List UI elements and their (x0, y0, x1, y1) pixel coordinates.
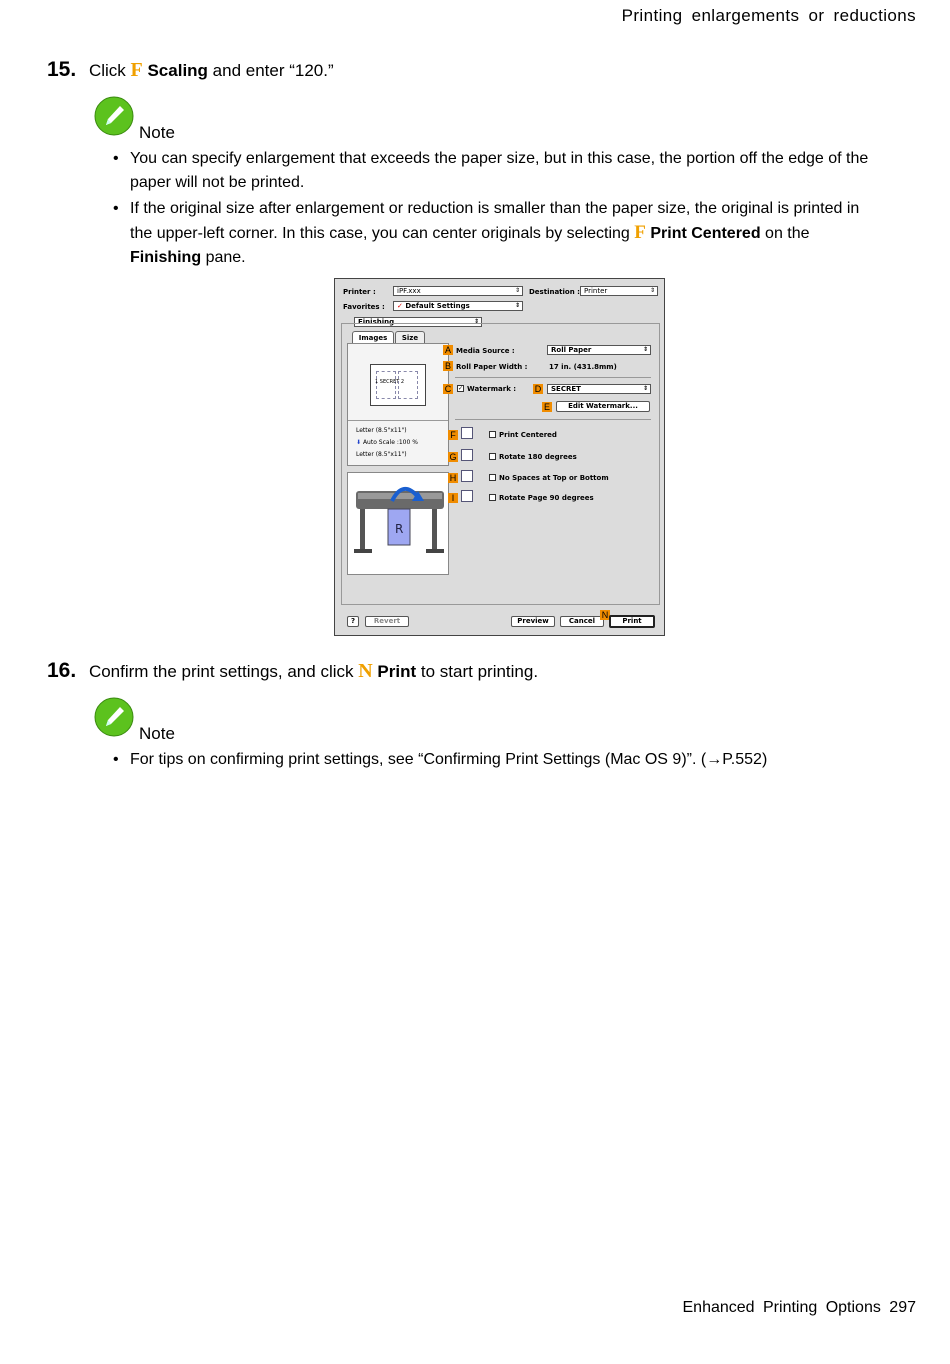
no-spaces-icon (461, 470, 473, 482)
step-15 (47, 58, 334, 82)
bullet-text: You can specify enlargement that exceeds the paper size, but in this case, the portion off the edge of the paper will not be printed. (130, 150, 869, 191)
note-pencil-icon (94, 697, 134, 737)
chevron-updown-icon: ⇕ (473, 318, 479, 325)
arrow-down-icon: ⬇ (356, 439, 362, 446)
step-bold: Print (377, 662, 417, 681)
help-button[interactable]: ? (347, 616, 359, 627)
roll-width-value: 17 in. (431.8mm) (549, 363, 617, 371)
note-bullet: • You can specify enlargement that exceeds the paper size, but in this case, the portion off the edge of the paper will not be printed. (113, 147, 883, 195)
step-text: and enter “120.” (212, 61, 334, 80)
step-bold: Scaling (147, 61, 208, 80)
step-text: Click (88, 61, 126, 80)
step-text: Confirm the print settings, and click (88, 662, 354, 681)
printer-label: Printer : (343, 288, 376, 296)
callout-key: F (634, 222, 646, 243)
step-number: 16. (47, 659, 77, 682)
tab-images[interactable]: Images (352, 331, 394, 343)
print-centered-label: Print Centered (499, 431, 557, 439)
bullet-bold: Print Centered (650, 225, 761, 242)
printer-image-icon (348, 473, 448, 574)
callout-badge-n: N (601, 610, 609, 620)
footer-section: Enhanced Printing Options (682, 1299, 881, 1316)
note-bullet: • If the original size after enlargement or reduction is smaller than the paper size, the original is printed in the upper-left corner. In this case, you can center originals by selecting F Print Centered on the Finishing pane. (113, 200, 860, 266)
callout-key: N (358, 660, 373, 682)
rotate-180-checkbox[interactable] (489, 453, 496, 460)
preview-line: ⬇ Auto Scale :100 % (356, 439, 418, 446)
preview-panel (347, 343, 449, 466)
callout-badge-b: B (444, 361, 451, 371)
thumbnail-text: 1 SECRET 2 (375, 379, 405, 385)
page-number: 297 (889, 1299, 916, 1316)
preview-line: Letter (8.5"x11") (356, 451, 407, 458)
preview-button[interactable]: Preview (511, 616, 555, 627)
cancel-button[interactable]: Cancel (560, 616, 604, 627)
step-text: to start printing. (420, 662, 539, 681)
note-pencil-icon (94, 96, 134, 136)
callout-badge-f: F (448, 430, 458, 440)
pane-select[interactable]: Finishing ⇕ (354, 317, 482, 327)
revert-button[interactable]: Revert (365, 616, 409, 627)
page-footer (683, 1299, 917, 1317)
callout-badge-h: H (449, 473, 457, 483)
chevron-updown-icon: ⇕ (649, 287, 655, 294)
watermark-label: Watermark : (467, 385, 517, 393)
callout-badge-g: G (449, 452, 457, 462)
tab-size[interactable]: Size (395, 331, 425, 343)
printer-illustration (347, 472, 449, 575)
destination-label: Destination : (529, 288, 580, 296)
callout-key: F (130, 59, 143, 81)
bullet-text: If the original size after enlargement or reduction is smaller than the paper size, the original is printed in the upper-left corner. In this case, you can center originals by selecting (130, 200, 860, 242)
edit-watermark-button[interactable]: Edit Watermark... (556, 401, 650, 412)
rotate-180-icon (461, 449, 473, 461)
step-16 (47, 659, 538, 683)
watermark-select[interactable]: SECRET ⇕ (547, 384, 651, 394)
destination-select[interactable]: Printer ⇕ (580, 286, 658, 296)
no-spaces-checkbox[interactable] (489, 474, 496, 481)
no-spaces-label: No Spaces at Top or Bottom (499, 474, 609, 482)
print-centered-icon (461, 427, 473, 439)
bullet-bold: Finishing (130, 249, 202, 266)
roll-width-label: Roll Paper Width : (456, 363, 528, 371)
rotate-180-label: Rotate 180 degrees (499, 453, 577, 461)
preview-line: Letter (8.5"x11") (356, 427, 407, 434)
chevron-updown-icon: ⇕ (514, 287, 520, 294)
bullet-text: For tips on confirming print settings, see “Confirming Print Settings (Mac OS 9)”. (→P.552) (130, 751, 768, 768)
favorite-icon: ✓ (397, 302, 403, 310)
favorites-select[interactable]: ✓ Default Settings ⇕ (393, 301, 523, 311)
page-thumbnail (370, 364, 426, 406)
note-label: Note (139, 123, 175, 142)
print-centered-checkbox[interactable] (489, 431, 496, 438)
step-number: 15. (47, 58, 77, 81)
chevron-updown-icon: ⇕ (642, 385, 648, 392)
printer-select[interactable]: iPF.xxx ⇕ (393, 286, 523, 296)
callout-badge-c: C (444, 384, 452, 394)
favorites-label: Favorites : (343, 303, 385, 311)
note-label: Note (139, 724, 175, 743)
callout-badge-d: D (534, 384, 542, 394)
note-bullet: • For tips on confirming print settings, see “Confirming Print Settings (Mac OS 9)”. (→P.552) (113, 748, 883, 772)
rotate-90-label: Rotate Page 90 degrees (499, 494, 594, 502)
print-button[interactable]: Print (609, 615, 655, 628)
print-dialog (334, 278, 665, 636)
rotate-90-checkbox[interactable] (489, 494, 496, 501)
media-source-label: Media Source : (456, 347, 515, 355)
media-source-select[interactable]: Roll Paper ⇕ (547, 345, 651, 355)
watermark-checkbox[interactable]: ✓ (458, 385, 464, 392)
chevron-updown-icon: ⇕ (514, 302, 520, 309)
svg-text:R: R (395, 522, 404, 536)
rotate-90-icon (461, 490, 473, 502)
chevron-updown-icon: ⇕ (642, 346, 648, 353)
callout-badge-a: A (444, 345, 451, 355)
callout-badge-i: I (448, 493, 458, 503)
callout-badge-e: E (543, 402, 550, 412)
page-header: Printing enlargements or reductions (621, 6, 916, 25)
